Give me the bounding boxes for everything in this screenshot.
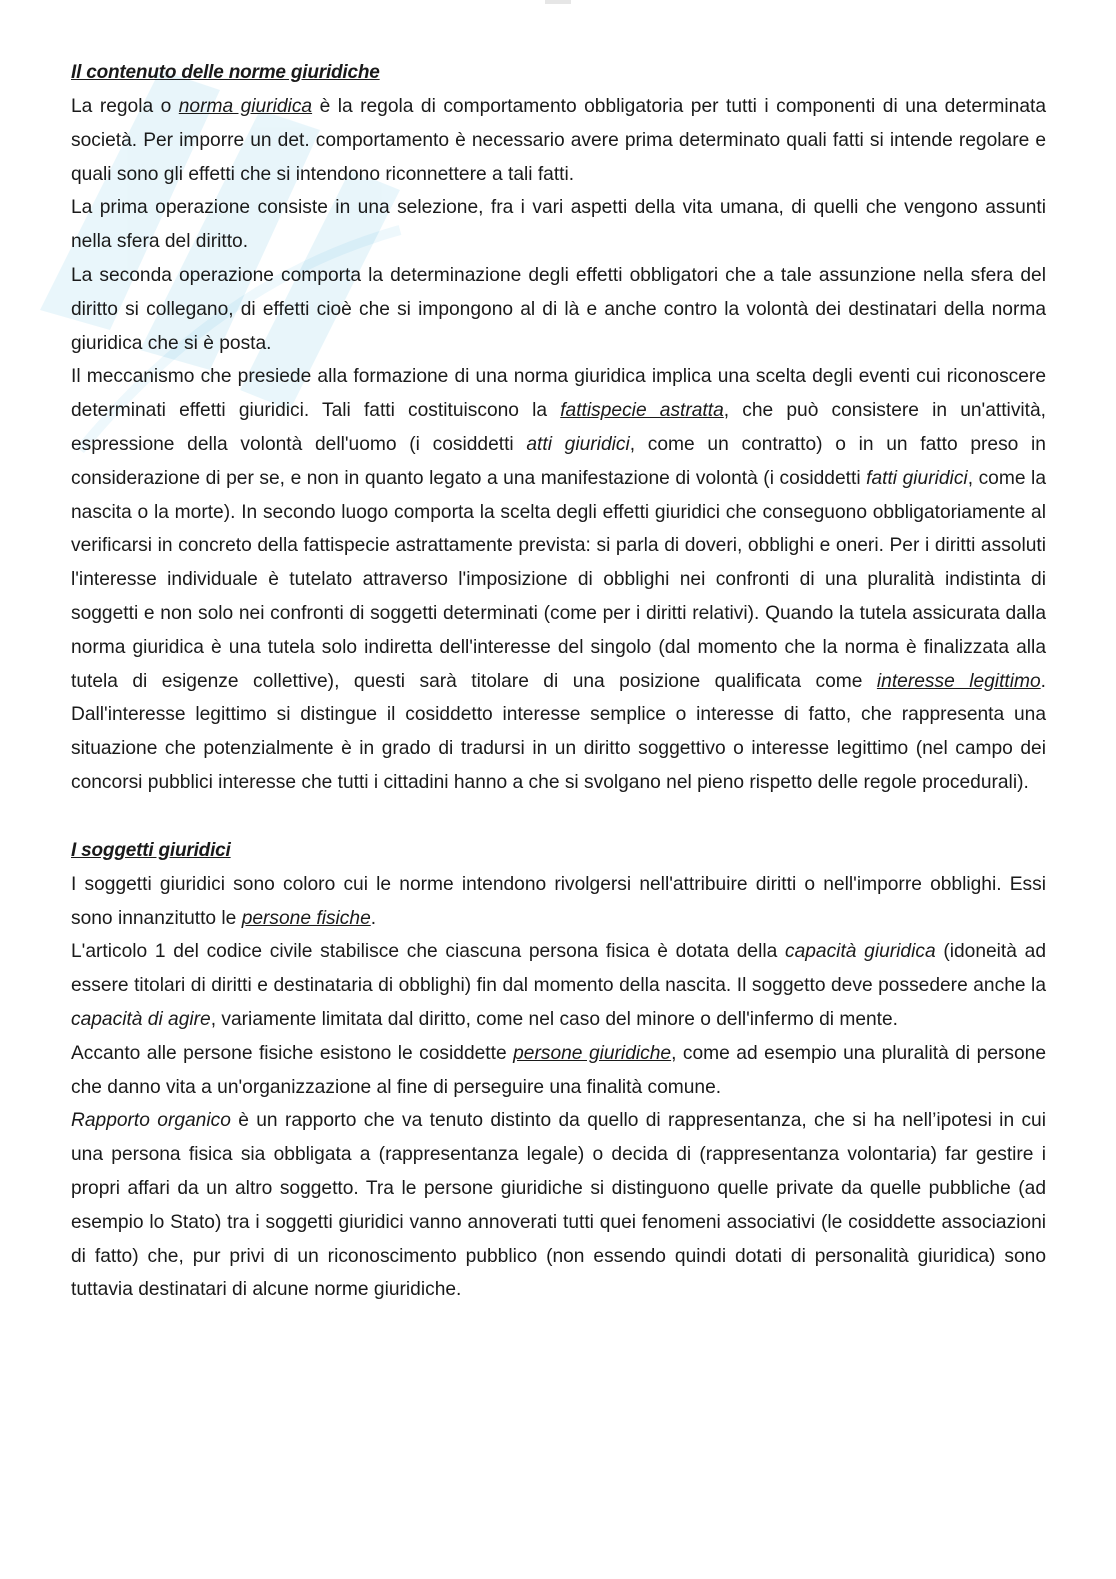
text-run: Accanto alle persone fisiche esistono le cosiddette (71, 1042, 514, 1064)
section-spacer (71, 800, 1046, 834)
document-body (71, 56, 1046, 1307)
text-run: La prima operazione consiste in una selezione, fra i vari aspetti della vita umana, di quelli che vengono assunti nella sfera del diritto. (71, 197, 1046, 253)
paragraph (71, 1037, 1046, 1105)
emphasized-term: atti giuridici (526, 433, 630, 455)
section-title: I soggetti giuridici (71, 839, 231, 861)
text-run: , variamente limitata dal diritto, come nel caso del minore o dell'infermo di mente. (210, 1008, 898, 1030)
defined-term: norma giuridica (178, 96, 313, 117)
defined-term: fattispecie astratta (560, 400, 724, 422)
emphasized-term: fatti giuridici (866, 467, 968, 489)
text-run: . Dall'interesse legittimo si distingue il cosiddetto interesse semplice o interesse di fatto, che rappresenta una situazione che potenzialmente è in grado di tradursi in un diritto soggettivo o interesse legittimo (nel campo dei concorsi pubblici interesse che tutti i cittadini hanno a che si svolgano nel pieno rispetto delle regole procedurali). (71, 670, 1046, 793)
defined-term: interesse legittimo (876, 670, 1041, 692)
paragraph (71, 360, 1046, 799)
defined-term: persone fisiche (241, 907, 371, 929)
emphasized-term: Rapporto organico (71, 1110, 231, 1132)
section-title: Il contenuto delle norme giuridiche (71, 62, 380, 83)
paragraph (71, 259, 1046, 360)
paragraph (71, 1104, 1046, 1307)
paragraph (71, 90, 1046, 191)
text-run: I soggetti giuridici sono coloro cui le norme intendono rivolgersi nell'attribuire diritti o nell'imporre obblighi. Essi sono innanzitutto le (71, 873, 1046, 929)
text-run: . (370, 907, 377, 929)
text-run: (idoneità ad essere titolari di diritti e destinataria di obblighi) fin dal momento della nascita. Il soggetto deve possedere anche la (71, 941, 1046, 997)
paragraph (71, 868, 1046, 936)
page-top-mark (545, 0, 571, 4)
text-run: , che può consistere in un'attività, espressione della volontà dell'uomo (i cosiddetti (71, 400, 1047, 455)
text-run: , come ad esempio una pluralità di persone che danno vita a un'organizzazione al fine di perseguire una finalità comune. (71, 1042, 1046, 1098)
text-run: è la regola di comportamento obbligatoria per tutti i componenti di una determinata società. Per imporre un det. comportamento è necessario avere prima determinato quali fatti si intende regolare e quali sono gli effetti che si intendono riconnettere a tali fatti. (71, 96, 1046, 185)
text-run: La regola o (71, 96, 179, 117)
paragraph (71, 935, 1046, 1036)
text-run: , come la nascita o la morte). In secondo luogo comporta la scelta degli effetti giuridici che conseguono obbligatoriamente al verificarsi in concreto della fattispecie astrattamente prevista: si parla di doveri, obblighi e oneri. Per i diritti assoluti l'interesse individuale è tutelato attraverso l'imposizione di obblighi nei confronti di una pluralità indistinta di soggetti e non solo nei confronti di soggetti determinati (come per i diritti relativi). Quando la tutela assicurata dalla norma giuridica è una tutela solo indiretta dell'interesse del singolo (dal momento che la norma è finalizzata alla tutela di esigenze collettive), questi sarà titolare di una posizione qualificata come (71, 467, 1046, 692)
defined-term: persone giuridiche (513, 1042, 672, 1064)
paragraph (71, 191, 1046, 259)
text-run: La seconda operazione comporta la determinazione degli effetti obbligatori che a tale assunzione nella sfera del diritto si collegano, di effetti cioè che si impongono al di là e anche contro la volontà dei destinatari della norma giuridica che si è posta. (71, 264, 1046, 354)
text-run: è un rapporto che va tenuto distinto da quello di rappresentanza, che si ha nell’ipotesi in cui una persona fisica sia obbligata a (rappresentanza legale) o decida di (rappresentanza volontaria) far gestire i propri affari da un altro soggetto. Tra le persone giuridiche si distinguono quelle private da quelle pubbliche (ad esempio lo Stato) tra i soggetti giuridici vanno annoverati tutti quei fenomeni associativi (le cosiddette associazioni di fatto) che, pur privi di un riconoscimento pubblico (non essendo quindi dotati di personalità giuridica) sono tuttavia destinatari di alcune norme giuridiche. (71, 1110, 1046, 1301)
text-run: Il meccanismo che presiede alla formazione di una norma giuridica implica una scelta degli eventi cui riconoscere determinati effetti giuridici. Tali fatti costituiscono la (71, 366, 1046, 422)
emphasized-term: capacità di agire (71, 1008, 211, 1030)
text-run: L'articolo 1 del codice civile stabilisce che ciascuna persona fisica è dotata della (71, 941, 785, 963)
text-run: , come un contratto) o in un fatto preso in considerazione di per se, e non in quanto legato a una manifestazione di volontà (i cosiddetti (71, 433, 1046, 489)
emphasized-term: capacità giuridica (784, 941, 936, 963)
